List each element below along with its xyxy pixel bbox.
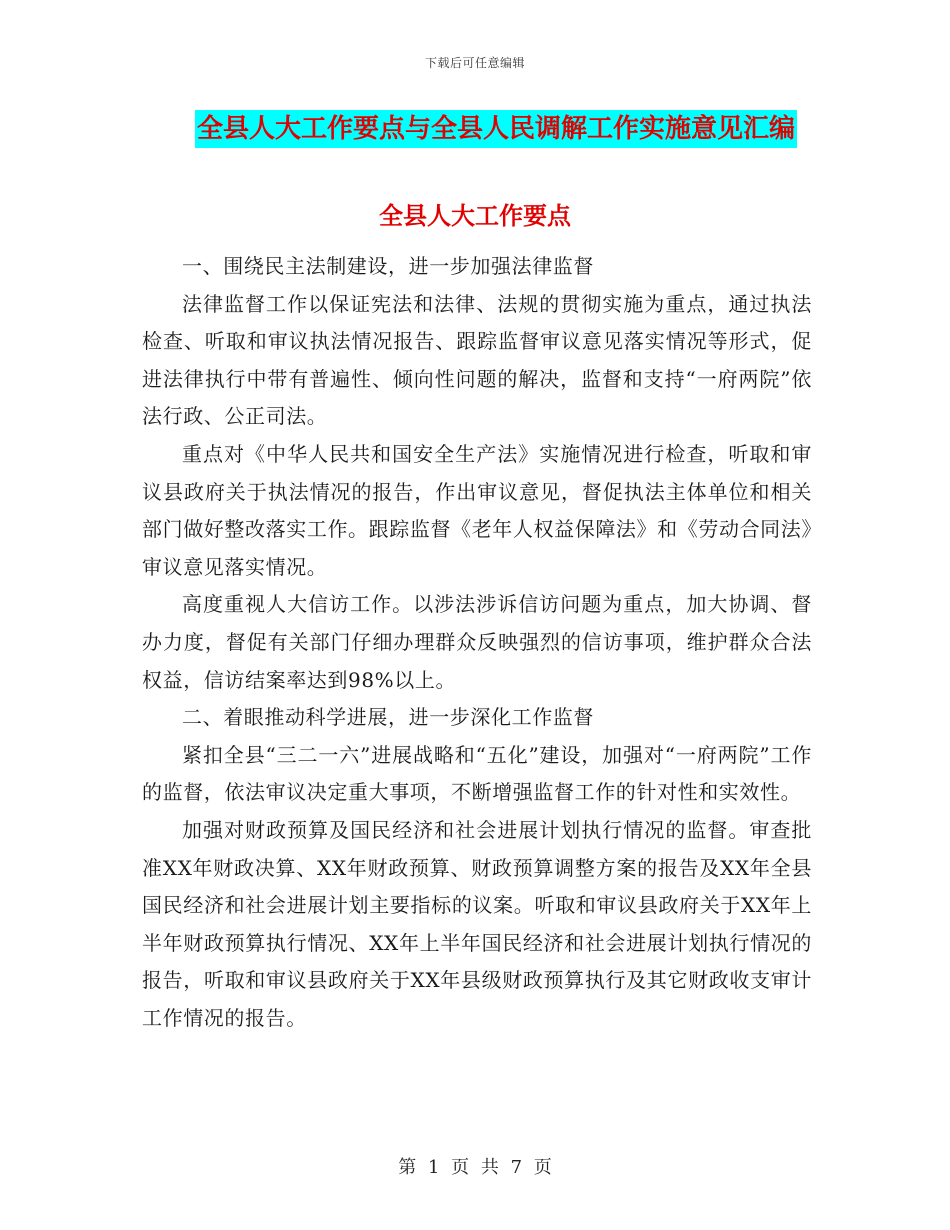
section-title: 全县人大工作要点 <box>379 202 571 230</box>
main-title-container <box>0 110 950 148</box>
document-body <box>142 248 812 1037</box>
paragraph-heading-2: 二、着眼推动科学进展，进一步深化工作监督 <box>182 705 594 730</box>
paragraph: 高度重视人大信访工作。以涉法涉诉信访问题为重点，加大协调、督办力度，督促有关部门仔细办理群众反映强烈的信访事项，维护群众合法权益，信访结案率达到98%以上。 <box>142 592 812 692</box>
main-title: 全县人大工作要点与全县人民调解工作实施意见汇编 <box>195 110 797 148</box>
paragraph: 法律监督工作以保证宪法和法律、法规的贯彻实施为重点，通过执法检查、听取和审议执法情况报告、跟踪监督审议意见落实情况等形式，促进法律执行中带有普遍性、倾向性问题的解决，监督和支持“一府两院”依法行政、公正司法。 <box>142 291 812 429</box>
paragraph: 重点对《中华人民共和国安全生产法》实施情况进行检查，听取和审议县政府关于执法情况的报告，作出审议意见，督促执法主体单位和相关部门做好整改落实工作。跟踪监督《老年人权益保障法》和《劳动合同法》审议意见落实情况。 <box>142 441 812 579</box>
header-note: 下载后可任意编辑 <box>424 56 525 70</box>
page-footer: 第 1 页 共 7 页 <box>398 1157 552 1178</box>
paragraph: 加强对财政预算及国民经济和社会进展计划执行情况的监督。审查批准XX年财政决算、XX年财政预算、财政预算调整方案的报告及XX年全县国民经济和社会进展计划主要指标的议案。听取和审议县政府关于XX年上半年财政预算执行情况、XX年上半年国民经济和社会进展计划执行情况的报告，听取和审议县政府关于XX年县级财政预算执行及其它财政收支审计工作情况的报告。 <box>142 817 812 1030</box>
paragraph: 紧扣全县“三二一六”进展战略和“五化”建设，加强对“一府两院”工作的监督，依法审议决定重大事项，不断增强监督工作的针对性和实效性。 <box>142 742 812 805</box>
paragraph-heading-1: 一、围绕民主法制建设，进一步加强法律监督 <box>182 254 594 278</box>
